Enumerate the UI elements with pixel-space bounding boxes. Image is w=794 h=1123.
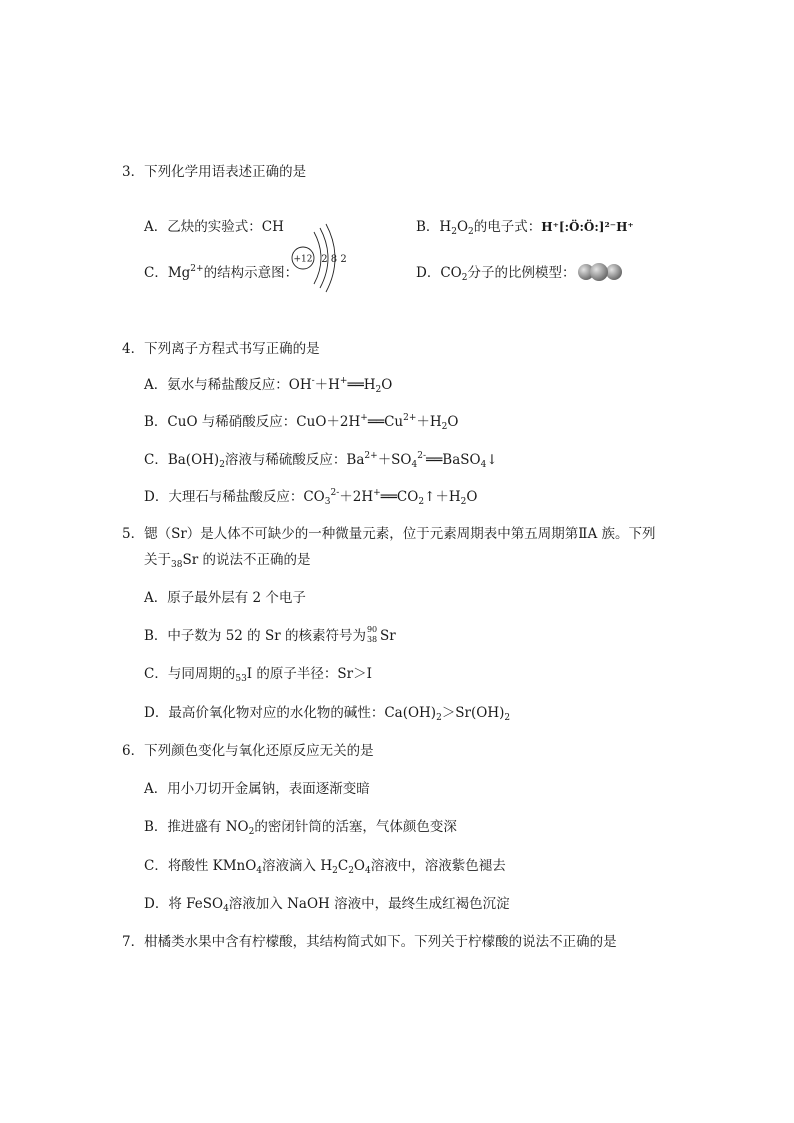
q5-option-c: C．与同周期的$_{53}$I 的原子半径：Sr＞I [144,666,372,684]
nucleus-charge: +12 [293,254,313,265]
q6-option-a: A．用小刀切开金属钠，表面逐渐变暗 [144,781,370,797]
q4-stem: 4．下列离子方程式书写正确的是 [122,341,320,357]
q3-stem: 3．下列化学用语表述正确的是 [122,164,307,180]
q5-stem-line2: 关于$_{38}$Sr 的说法不正确的是 [144,552,311,570]
q3-option-c: C．$Mg^{2+}$的结构示意图： [144,264,299,281]
q5-option-b: B．中子数为 52 的 Sr 的核素符号为 90 38 Sr [144,625,396,644]
q5-stem-line1: 5．锶（Sr）是人体不可缺少的一种微量元素，位于元素周期表中第五周期第ⅡA 族。下列 [122,526,656,542]
q3-option-b: B．$H_2O_2$的电子式：H⁺[:Ö:Ö:]²⁻H⁺ [416,219,634,237]
q6-option-d: D．将 FeSO$_4$溶液加入 NaOH 溶液中，最终生成红褐色沉淀 [144,896,510,914]
q3-option-a: A．乙炔的实验式：CH [144,219,284,235]
h2o2-electron-formula: H⁺[:Ö:Ö:]²⁻H⁺ [541,220,634,234]
q3-option-d: D．$CO_2$分子的比例模型： [416,265,576,283]
oxygen-atom-right [606,264,622,280]
q4-option-c: C．$Ba(OH)_2$溶液与稀硫酸反应：$Ba^{2+}+SO_4^{2-}══BaSO_4↓$ [144,451,498,470]
q5-option-d: D．最高价氧化物对应的水化物的碱性：$Ca(OH)_2>Sr(OH)_2$ [144,705,511,723]
q6-stem: 6．下列颜色变化与氧化还原反应无关的是 [122,743,374,759]
co2-ratio-model [578,262,626,282]
q7-stem: 7．柑橘类水果中含有柠檬酸，其结构简式如下。下列关于柠檬酸的说法不正确的是 [122,934,617,950]
q4-option-d: D．大理石与稀盐酸反应：$CO_3^{2-}+2H^+══CO_2↑+H_2O$ [144,488,478,507]
q5-option-a: A．原子最外层有 2 个电子 [144,590,306,606]
q6-option-c: C．将酸性 KMnO$_4$溶液滴入 $H_2C_2O_4$溶液中，溶液紫色褪去 [144,858,506,876]
q4-option-a: A．氨水与稀盐酸反应：$OH^-+H^+══H_2O$ [144,376,393,395]
mg-ion-structure-diagram [290,222,352,296]
q4-option-b: B．CuO 与稀硝酸反应：$CuO+2H^+══Cu^{2+}+H_2O$ [144,413,459,432]
nuclide-notation: 90 38 [366,625,378,644]
q6-option-b: B．推进盛有 $NO_2$的密闭针筒的活塞，气体颜色变深 [144,819,457,837]
carbon-atom [590,263,608,281]
electron-shells: 2 8 2 [321,254,347,265]
